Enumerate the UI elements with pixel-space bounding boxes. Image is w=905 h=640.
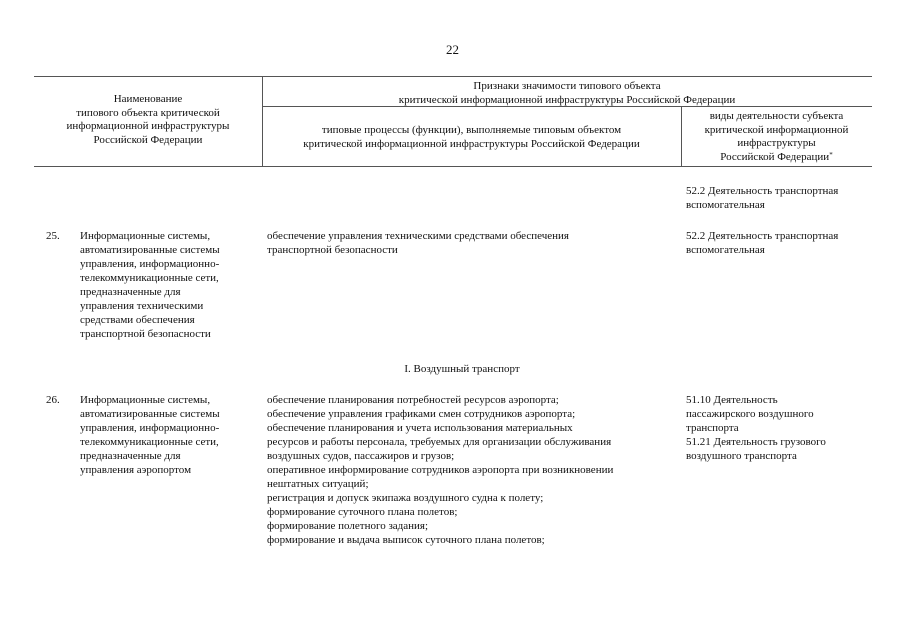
name-line: управления техническими [80,300,204,312]
name-line: телекоммуникационные сети, [80,436,219,448]
header-processes [262,124,681,151]
header-group-line: Признаки значимости типового объекта [473,80,661,92]
name-line: управления, информационно- [80,422,220,434]
row-26-object-name [80,393,220,477]
process-line: обеспечение планирования и учета использования материальных [267,422,573,434]
name-line: Информационные системы, [80,394,211,406]
process-line: формирование и выдача выписок суточного плана полетов; [267,534,545,546]
process-line: формирование полетного задания; [267,520,429,532]
activity-line: транспорта [686,422,739,434]
name-line: транспортной безопасности [80,328,211,340]
process-line: обеспечение планирования потребностей ресурсов аэропорта; [267,394,559,406]
header-col2-line: типовые процессы (функции), выполняемые типовым объектом [321,124,622,136]
process-line: формирование суточного плана полетов; [267,506,458,518]
header-col2-line: критической информационной инфраструктуры Российской Федерации [303,137,640,150]
row-25-object-name [80,229,220,341]
row-26-activities [686,393,826,463]
name-line: предназначенные для [80,450,181,462]
name-line: автоматизированные системы [80,244,220,256]
page-number: 22 [446,42,459,57]
row-26-processes [267,393,613,547]
header-col1-line: Российской Федерации [93,133,203,146]
name-line: средствами обеспечения [80,314,195,326]
header-top-rule [34,76,872,77]
activity-line: вспомогательная [686,199,765,211]
header-col1-line: информационной инфраструктуры [66,120,230,133]
header-bottom-rule [34,166,872,167]
activity-line: 52.2 Деятельность транспортная [686,185,839,197]
process-line: обеспечение управления графиками смен сотрудников аэропорта; [267,408,576,420]
activity-line: 51.10 Деятельность [686,394,778,406]
continuation-activity [686,184,838,212]
header-object-name [34,93,262,147]
activity-line: воздушного транспорта [686,450,797,462]
name-line: телекоммуникационные сети, [80,272,219,284]
name-line: управления, информационно- [80,258,220,270]
name-line: Информационные системы, [80,230,211,242]
footnote-mark: * [829,150,833,159]
header-activities [681,110,872,164]
process-line: ресурсов и работы персонала, требуемых для организации обслуживания [267,436,612,448]
activity-line: 51.21 Деятельность грузового [686,436,826,448]
name-line: предназначенные для [80,286,181,298]
header-col1-line: Наименование [113,93,183,105]
header-col3-last-line: Российской Федерации [720,150,830,163]
header-col3-line [681,151,872,165]
process-line: оперативное информирование сотрудников аэропорта при возникновении [267,464,614,476]
header-group-line: критической информационной инфраструктуры Российской Федерации [398,93,736,106]
name-line: автоматизированные системы [80,408,220,420]
activity-line: 52.2 Деятельность транспортная [686,230,839,242]
process-line: нештатных ситуаций; [267,478,369,490]
process-line: обеспечение управления техническими средствами обеспечения [267,230,569,242]
row-25-processes [267,229,569,257]
name-line: управления аэропортом [80,464,192,476]
activity-line: вспомогательная [686,244,765,256]
process-line: транспортной безопасности [267,244,398,256]
header-col3-line: виды деятельности субъекта [709,110,844,122]
row-26-number: 26. [46,394,60,406]
header-significance-group [262,80,872,107]
activity-line: пассажирского воздушного [686,408,814,420]
process-line: воздушных судов, пассажиров и грузов; [267,450,455,462]
header-col3-line: критической информационной [704,123,849,136]
section-title: I. Воздушный транспорт [404,363,520,375]
row-25-activities [686,229,838,257]
process-line: регистрация и допуск экипажа воздушного судна к полету; [267,492,544,504]
header-col1-line: типового объекта критической [76,106,220,119]
row-25-number: 25. [46,230,60,242]
header-col3-line: инфраструктуры [737,137,816,150]
